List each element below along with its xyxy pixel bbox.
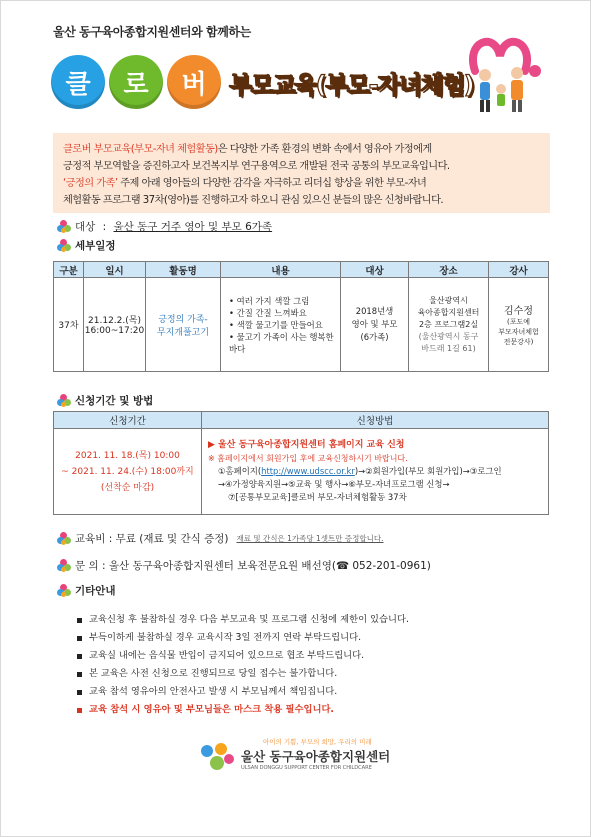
- method-cell: [202, 429, 549, 515]
- logo-char-3: 버: [167, 55, 221, 109]
- content-item: • 여러 가지 색깔 그림: [229, 295, 340, 307]
- datetime-cell: [84, 278, 146, 372]
- homepage-link[interactable]: http://www.udscc.or.kr: [261, 466, 355, 476]
- clover-icon: [57, 584, 71, 598]
- target-text: (6가족): [360, 332, 389, 342]
- logo-char-1: 클: [51, 55, 105, 109]
- intro-line1: 은 다양한 가족 환경의 변화 속에서 영유아 가정에게: [217, 144, 432, 155]
- fee-section: [57, 531, 384, 546]
- intro-line3: 주제 아래 영아들의 다양한 감각을 자극하고 리더십 향상을 위한 부모-자녀: [117, 178, 427, 189]
- activity-text: 무지개풀고기: [156, 327, 210, 338]
- footer-center-eng: ULSAN DONGGU SUPPORT CENTER FOR CHILDCARE: [241, 765, 372, 771]
- target-text: 영아 및 부모: [351, 319, 398, 329]
- place-text: 바드래 1길 61): [421, 343, 476, 353]
- method-step: ①홈페이지(: [218, 466, 262, 476]
- content-item: • 물고기 가족이 사는 행복한 바다: [229, 331, 340, 355]
- period-header: 신청기간: [54, 412, 202, 429]
- period-start: 2021. 11. 18.(목) 10:00: [75, 450, 180, 461]
- footer-slogan: 아이의 기쁨, 부모의 희망, 우리의 미래: [263, 738, 372, 746]
- place-text: (울산광역시 동구: [418, 331, 479, 341]
- content-item: • 간질 간질 느껴봐요: [229, 307, 340, 319]
- list-item: 본 교육은 사전 신청으로 진행되므로 당일 접수는 불가합니다.: [75, 665, 545, 683]
- list-item: 부득이하게 불참하실 경우 교육시작 3일 전까지 연락 부탁드립니다.: [75, 629, 545, 647]
- instructor-note: 전문강사): [503, 338, 534, 346]
- method-note: ※ 홈페이지에서 회원가입 후에 교육신청하시기 바랍니다.: [208, 454, 408, 463]
- clover-icon: [57, 532, 71, 546]
- intro-line4: 체험활동 프로그램 37차(영아)를 진행하고자 하오니 관심 있으신 분들의 많은 신청바랍니다.: [63, 195, 444, 206]
- place-text: 2층 프로그램2실: [418, 319, 479, 329]
- instructor-name: 김수정: [504, 306, 533, 317]
- clover-icon: [57, 394, 71, 408]
- method-step: )→②회원가입(부모 회원가입)→③로그인: [354, 466, 502, 476]
- logo-char-2: 로: [109, 55, 163, 109]
- session-cell: 37차: [54, 278, 84, 372]
- logo-title: 부모교육(부모-자녀체험): [229, 70, 474, 99]
- application-title: 신청기간 및 방법: [75, 395, 154, 407]
- footer-center-name: 울산 동구육아종합지원센터: [241, 749, 391, 764]
- instructor-cell: [489, 278, 549, 372]
- family-illustration: [455, 31, 545, 115]
- method-step: ⑦[공통부모교육]클로버 부모-자녀체험활동 37차: [228, 492, 407, 502]
- col-header: 장소: [409, 262, 489, 278]
- time-text: 16:00~17:20: [84, 326, 145, 336]
- period-note: (선착순 마감): [100, 482, 155, 493]
- activity-cell: [146, 278, 221, 372]
- target-cell: [341, 278, 409, 372]
- clover-logo: [51, 53, 473, 111]
- col-header: 대상: [341, 262, 409, 278]
- fee-label: 교육비 : 무료 (재료 및 간식 증정): [75, 533, 229, 545]
- header-subtitle: 울산 동구육아종합지원센터와 함께하는: [53, 25, 251, 39]
- clover-icon: [57, 559, 71, 573]
- col-header: 구분: [54, 262, 84, 278]
- col-header: 강사: [489, 262, 549, 278]
- list-item: 교육신청 후 불참하실 경우 다음 부모교육 및 프로그램 신청에 제한이 있습니다.: [75, 611, 545, 629]
- instructor-note: 부모자녀체험: [498, 328, 539, 336]
- activity-text: 긍정의 가족-: [158, 314, 208, 325]
- schedule-title: 세부일정: [75, 240, 116, 252]
- place-cell: [409, 278, 489, 372]
- target-value: 울산 동구 거주 영아 및 부모 6가족: [113, 221, 273, 233]
- col-header: 일시: [84, 262, 146, 278]
- target-section: 대상 : 울산 동구 거주 영아 및 부모 6가족: [57, 219, 272, 234]
- center-logo: [197, 737, 417, 777]
- application-section: [57, 393, 153, 408]
- schedule-section: [57, 238, 116, 253]
- contents-cell: [221, 278, 341, 372]
- method-header: 신청방법: [202, 412, 549, 429]
- instructor-note: (포도예: [506, 318, 531, 326]
- period-end: ~ 2021. 11. 24.(수) 18:00까지: [61, 466, 194, 477]
- table-row: [54, 429, 549, 515]
- application-table: [53, 411, 549, 515]
- clover-icon: [57, 239, 71, 253]
- intro-line2: 긍정적 부모역할을 증진하고자 보건복지부 연구용역으로 개발된 전국 공통의 부모교육입니다.: [63, 161, 450, 172]
- target-label: 대상: [75, 221, 96, 233]
- date-text: 21.12.2.(목): [88, 316, 141, 326]
- target-text: 2018년생: [355, 306, 394, 316]
- place-text: 육아종합지원센터: [417, 307, 480, 317]
- intro-highlight-2: ‘긍정의 가족’: [63, 178, 118, 189]
- col-header: 내용: [221, 262, 341, 278]
- schedule-table: [53, 261, 549, 372]
- intro-highlight-1: 클로버 부모교육(부모-자녀 체험활동): [63, 144, 218, 155]
- center-emblem-icon: [197, 741, 237, 773]
- contact-label: 문 의 : 울산 동구육아종합지원센터 보육전문요원 배선영(☎ 052-201-0961): [75, 560, 431, 572]
- table-row: [54, 278, 549, 372]
- method-main: ▶ 울산 동구육아종합지원센터 홈페이지 교육 신청: [208, 440, 405, 450]
- list-item: 교육 참석 영유아의 안전사고 발생 시 부모님께서 책임집니다.: [75, 683, 545, 701]
- place-text: 울산광역시: [429, 295, 468, 305]
- method-step: →④가정양육지원→⑤교육 및 행사→⑥부모-자녀프로그램 신청→: [218, 479, 450, 489]
- list-item: 교육 참석 시 영유아 및 부모님들은 마스크 착용 필수입니다.: [75, 701, 545, 719]
- list-item: 교육실 내에는 음식물 반입이 금지되어 있으므로 협조 부탁드립니다.: [75, 647, 545, 665]
- clover-icon: [57, 220, 71, 234]
- content-item: • 색깔 물고기를 만들어요: [229, 319, 340, 331]
- etc-section: [57, 583, 116, 598]
- fee-note: 재료 및 간식은 1가족당 1셋트만 증정합니다.: [236, 534, 384, 543]
- etc-list: [75, 611, 545, 719]
- col-header: 활동명: [146, 262, 221, 278]
- contact-section: [57, 558, 431, 573]
- period-cell: [54, 429, 202, 515]
- intro-box: [53, 133, 550, 213]
- etc-title: 기타안내: [75, 585, 116, 597]
